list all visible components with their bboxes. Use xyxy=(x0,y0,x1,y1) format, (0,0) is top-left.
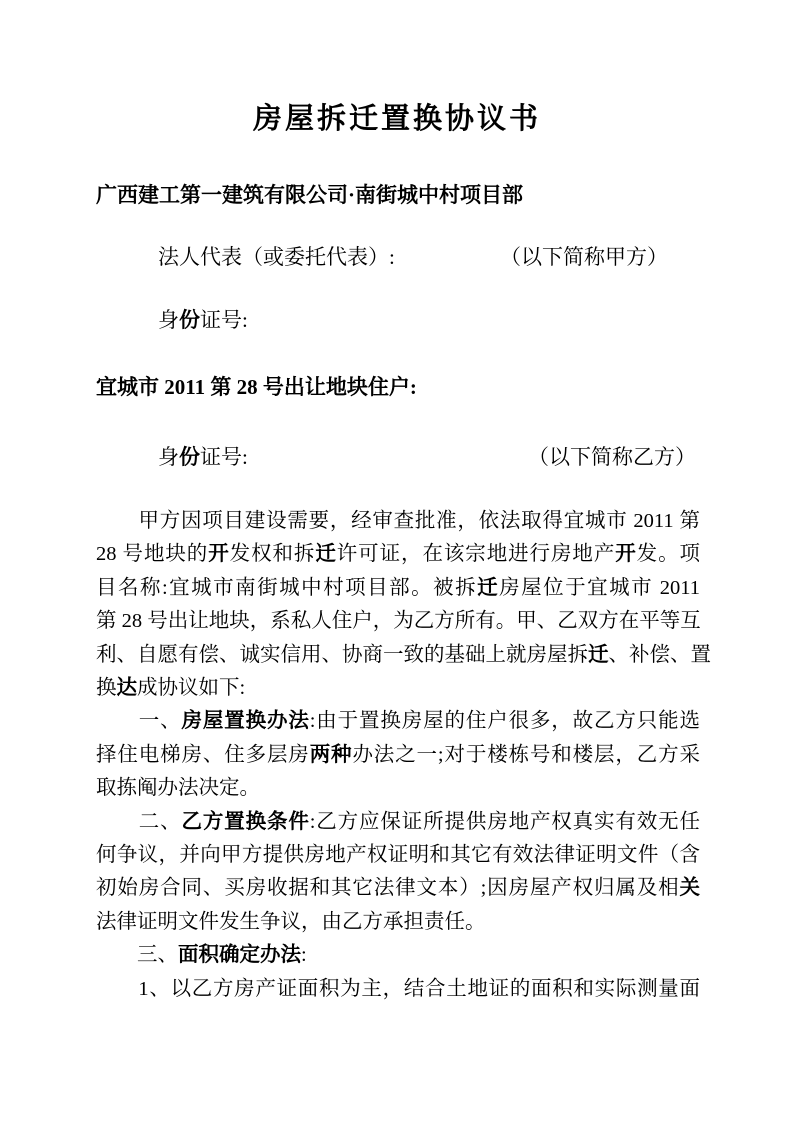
legal-representative-line xyxy=(0,245,794,269)
paragraph-line-4 xyxy=(96,605,700,638)
text-segment: 达 xyxy=(116,677,137,700)
paragraph-line-8 xyxy=(96,739,700,772)
text-segment: 成协议如下: xyxy=(137,677,246,700)
text-segment: 份 xyxy=(179,308,200,332)
text-segment: 法人代表（或委托代表）: xyxy=(158,245,395,269)
text-segment: 迁 xyxy=(477,576,500,599)
text-segment: 乙方置换条件 xyxy=(181,810,310,833)
text-segment: 广西建工第一建筑有限公司·南街城中村项目部 xyxy=(96,183,524,207)
text-segment: 甲方因项目建设需要，经审查批准，依法取得宜城市 2011 第 xyxy=(96,510,700,532)
text-segment: 目名称:宜城市南街城中村项目部。被拆 xyxy=(96,576,478,599)
paragraph-line-6 xyxy=(96,672,700,705)
text-segment: 办法之一;对于楼栋号和楼层，乙方采 xyxy=(352,743,701,766)
text-segment: 1、以乙方房产证面积为主，结合土地证的面积和实际测量面 xyxy=(96,977,700,1000)
paragraph-line-3 xyxy=(96,572,700,605)
text-segment: 一、 xyxy=(96,710,182,733)
text-segment: 房屋位于宜城市 2011 xyxy=(499,576,700,599)
text-segment: 发。项 xyxy=(636,543,701,566)
text-segment: :由于置换房屋的住户很多，故乙方只能选 xyxy=(309,710,701,733)
text-segment: 法律证明文件发生争议，由乙方承担责任。 xyxy=(96,910,486,933)
paragraph-line-1 xyxy=(96,505,700,538)
text-segment: 三、 xyxy=(96,944,178,967)
text-segment: 开 xyxy=(615,543,637,566)
text-segment: 换 xyxy=(96,677,117,700)
text-segment: （以下简称甲方） xyxy=(500,245,668,269)
text-segment: 第 28 号出让地块，系私人住户，为乙方所有。甲、乙双方在平等互 xyxy=(96,610,701,633)
id-number-party-a-line xyxy=(0,308,794,332)
paragraph-line-2 xyxy=(96,538,700,571)
paragraph-line-12 xyxy=(96,872,700,905)
text-segment: 房屋置换办法 xyxy=(181,710,310,733)
text-segment: 开 xyxy=(208,543,230,566)
company-name-line xyxy=(0,183,794,207)
paragraph-line-10 xyxy=(96,806,700,839)
text-segment: 取拣阄办法决定。 xyxy=(96,777,260,800)
paragraph-line-14 xyxy=(96,939,700,972)
paragraph-line-9 xyxy=(96,772,700,805)
text-segment: 初始房合同、买房收据和其它法律文本）;因房屋产权归属及相 xyxy=(96,877,680,900)
id-number-party-b-line xyxy=(0,445,794,469)
text-segment: 、补偿、置 xyxy=(608,643,711,666)
paragraph-line-11 xyxy=(96,839,700,872)
text-segment: 关 xyxy=(679,877,700,900)
text-segment: 证号: xyxy=(200,308,248,332)
text-segment: :乙方应保证所提供房地产权真实有效无任 xyxy=(309,810,701,833)
text-segment: : xyxy=(301,944,307,967)
paragraph-line-7 xyxy=(96,705,700,738)
text-segment: 许可证，在该宗地进行房地产 xyxy=(336,543,616,566)
text-segment: 28 号地块的 xyxy=(96,543,209,566)
text-segment: 面积确定办法 xyxy=(178,944,301,967)
text-segment: 迁 xyxy=(315,543,337,566)
paragraph-line-5 xyxy=(96,639,711,672)
paragraph-line-13 xyxy=(96,906,700,939)
text-segment: 份 xyxy=(179,445,200,469)
text-segment: 身 xyxy=(158,445,179,469)
plot-household-line xyxy=(0,375,794,399)
document-body xyxy=(96,505,711,1006)
paragraph-line-15 xyxy=(96,973,700,1006)
text-segment: 迁 xyxy=(588,643,609,666)
document-title: 房屋拆迁置换协议书 xyxy=(252,103,541,135)
text-segment: 利、自愿有偿、诚实信用、协商一致的基础上就房屋拆 xyxy=(96,643,588,666)
text-segment: 发权和拆 xyxy=(229,543,316,566)
text-segment: 两种 xyxy=(309,743,353,766)
text-segment: 宜城市 2011 第 28 号出让地块住户: xyxy=(96,375,417,399)
text-segment: 何争议，并向甲方提供房地产权证明和其它有效法律证明文件（含 xyxy=(96,844,700,867)
text-segment: （以下简称乙方） xyxy=(528,445,696,469)
text-segment: 证号: xyxy=(200,445,248,469)
text-segment: 择住电梯房、住多层房 xyxy=(96,743,310,766)
text-segment: 二、 xyxy=(96,810,182,833)
text-segment: 身 xyxy=(158,308,179,332)
